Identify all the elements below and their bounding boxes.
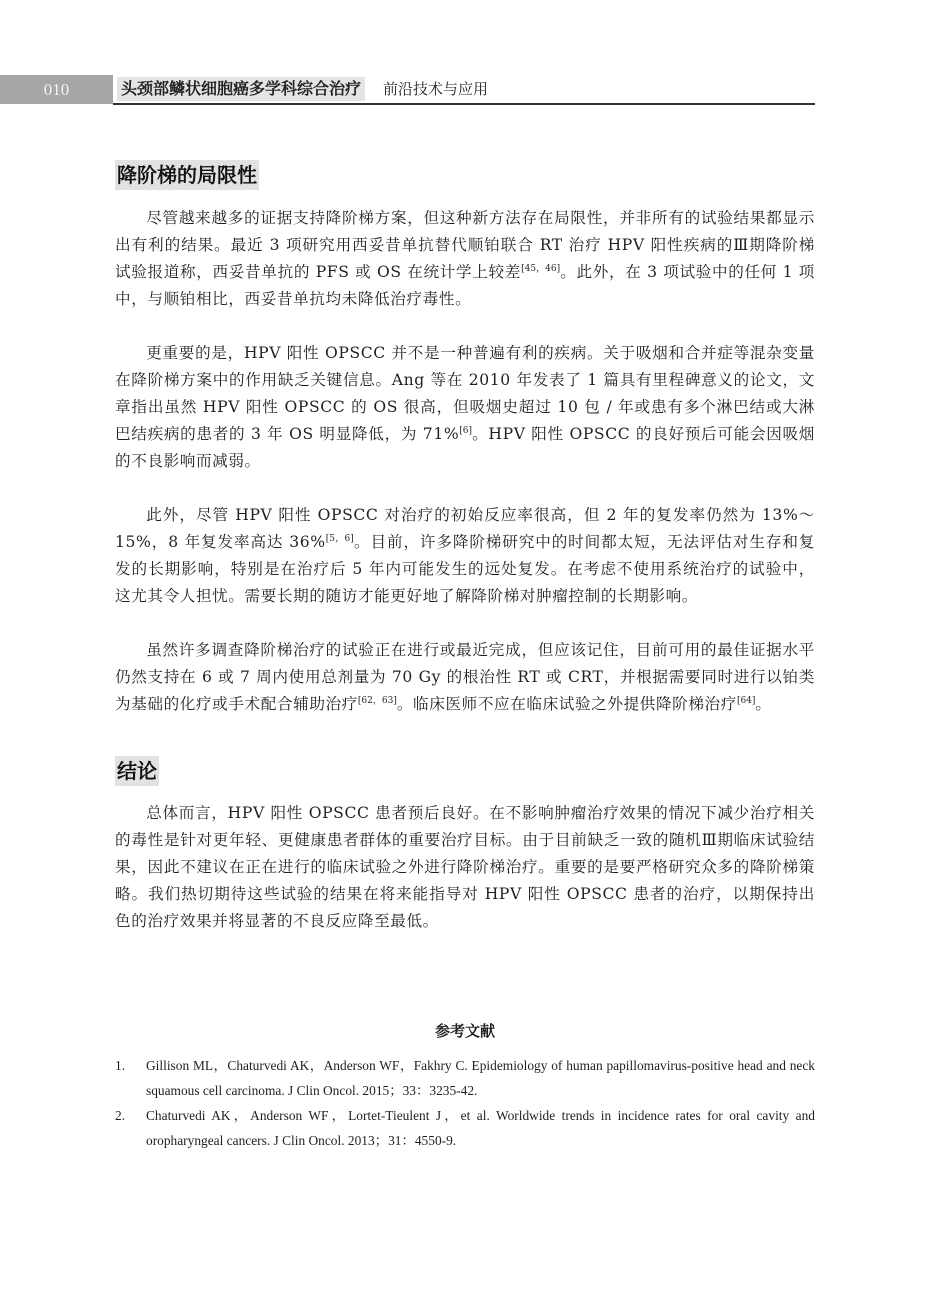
- book-title: 头颈部鳞状细胞癌多学科综合治疗: [117, 77, 365, 101]
- paragraph-text: 。此外，在 3 项试验中的任何 1 项中，与顺铂相比，西妥昔单抗均未降低治疗毒性。: [115, 263, 815, 308]
- header-divider: [113, 103, 815, 105]
- paragraph: [115, 205, 815, 313]
- paragraph: [115, 637, 815, 718]
- page-number: 010: [0, 75, 113, 104]
- book-subtitle: 前沿技术与应用: [383, 80, 489, 98]
- section-heading-limitations: 降阶梯的局限性: [115, 160, 259, 190]
- paragraph-text: 尽管越来越多的证据支持降阶梯方案，但这种新方法存在局限性，并非所有的试验结果都显示出有利的结果。最近 3 项研究用西妥昔单抗替代顺铂联合 RT 治疗 HPV 阳性疾病的Ⅲ期降阶梯试验报道称，西妥昔单抗的 PFS 或 OS 在统计学上较差: [115, 209, 815, 281]
- references-title: 参考文献: [434, 1022, 495, 1040]
- paragraph-text: 虽然许多调查降阶梯治疗的试验正在进行或最近完成，但应该记住，目前可用的最佳证据水平仍然支持在 6 或 7 周内使用总剂量为 70 Gy 的根治性 RT 或 CRT，并根据需要同时进行以铂类为基础的化疗或手术配合辅助治疗: [115, 641, 815, 713]
- citation: [6]: [459, 426, 473, 436]
- citation: [45，46]: [521, 264, 561, 274]
- citation: [62，63]: [357, 696, 397, 706]
- reference-text: Chaturvedi AK，Anderson WF，Lortet-Tieulent J，et al. Worldwide trends in incidence rates for oral cavity and oropharyngeal cancers. J Clin Oncol. 2013；31：4550-9.: [146, 1108, 815, 1148]
- reference-text: Gillison ML，Chaturvedi AK，Anderson WF，Fakhry C. Epidemiology of human papillomavirus-positive head and neck squamous cell carcinoma. J Clin Oncol. 2015；33：3235-42.: [146, 1058, 815, 1098]
- paragraph-text: 更重要的是，HPV 阳性 OPSCC 并不是一种普遍有利的疾病。关于吸烟和合并症等混杂变量在降阶梯方案中的作用缺乏关键信息。Ang 等在 2010 年发表了 1 篇具有里程碑意义的论文，文章指出虽然 HPV 阳性 OPSCC 的 OS 很高，但吸烟史超过 10 包 / 年或患有多个淋巴结或大淋巴结疾病的患者的 3 年 OS 明显降低，为 71%: [115, 344, 815, 443]
- section-heading-conclusion: 结论: [115, 756, 159, 786]
- paragraph-text: 。目前，许多降阶梯研究中的时间都太短，无法评估对生存和复发的长期影响，特别是在治疗后 5 年内可能发生的远处复发。在考虑不使用系统治疗的试验中，这尤其令人担忧。需要长期的随访才能更好地了解降阶梯对肿瘤控制的长期影响。: [115, 533, 815, 605]
- reference-number: 1.: [115, 1058, 126, 1073]
- citation: [5，6]: [325, 534, 354, 544]
- paragraph: 总体而言，HPV 阳性 OPSCC 患者预后良好。在不影响肿瘤治疗效果的情况下减少治疗相关的毒性是针对更年轻、更健康患者群体的重要治疗目标。由于目前缺乏一致的随机Ⅲ期临床试验结果，因此不建议在正在进行的临床试验之外进行降阶梯治疗。重要的是要严格研究众多的降阶梯策略。我们热切期待这些试验的结果在将来能指导对 HPV 阳性 OPSCC 患者的治疗，以期保持出色的治疗效果并将显著的不良反应降至最低。: [115, 804, 815, 930]
- paragraph-text: 。HPV 阳性 OPSCC 的良好预后可能会因吸烟的不良影响而减弱。: [115, 425, 816, 470]
- reference-item: [115, 1103, 815, 1153]
- paragraph-text: 。临床医师不应在临床试验之外提供降阶梯治疗: [396, 695, 737, 713]
- paragraph: [115, 502, 815, 610]
- paragraph-text: 。: [755, 695, 772, 713]
- paragraph: [115, 340, 815, 475]
- reference-number: 2.: [115, 1108, 126, 1123]
- reference-item: [115, 1053, 815, 1103]
- citation: [64]: [736, 696, 756, 706]
- paragraph-text: 此外，尽管 HPV 阳性 OPSCC 对治疗的初始反应率很高，但 2 年的复发率仍然为 13%～15%，8 年复发率高达 36%: [115, 506, 815, 551]
